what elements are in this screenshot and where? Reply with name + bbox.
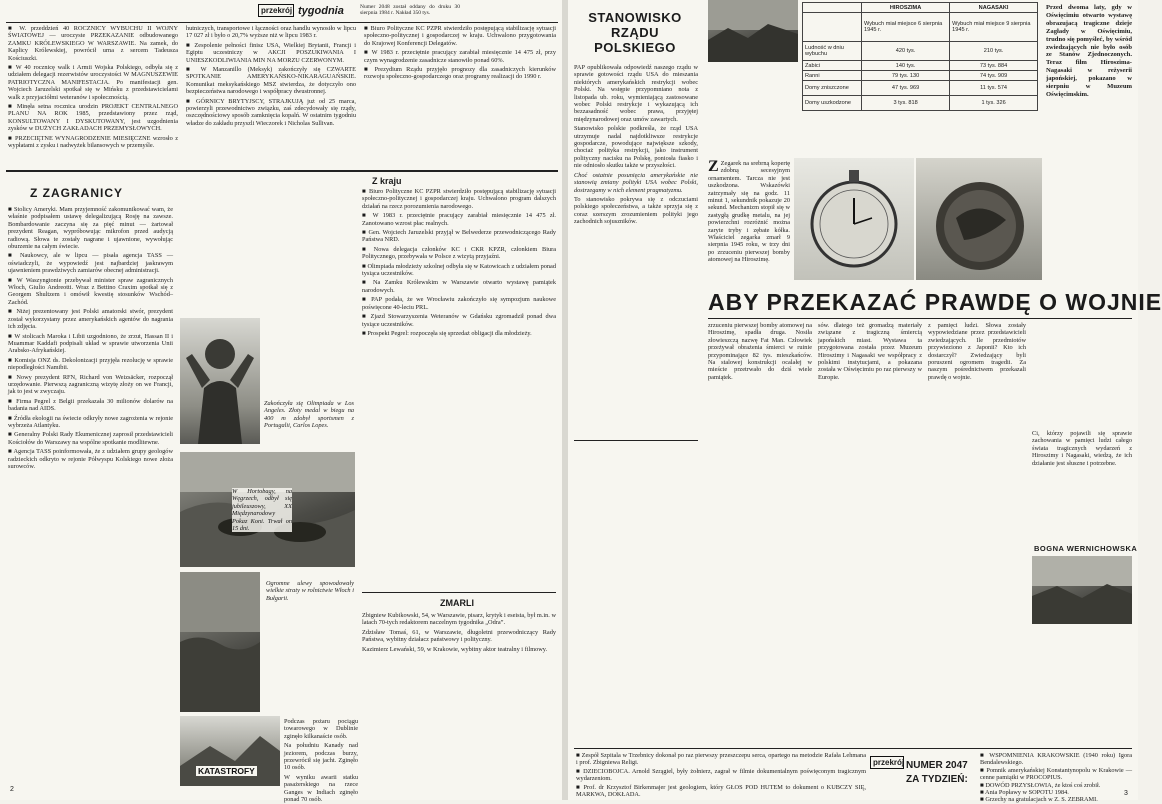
top-column-1: [8, 25, 178, 165]
bottom-left-notes: [576, 752, 866, 798]
masthead-section: tygodnia: [298, 5, 344, 17]
zmarli-rule: [362, 592, 556, 593]
table-subheader-cell: Wybuch miał miejsce 9 sierpnia 1945 r.: [950, 13, 1038, 42]
table-subheader-cell: Wybuch miał miejsce 6 sierpnia 1945 r.: [862, 13, 950, 42]
stanowisko-paragraph: Stanowisko polskie podkreśla, że rząd USA utrzymuje nadal najdotkliwsze restrykcje gospodarcze, powodujące największe szkody, chociaż polityka restrykcji, jako instrument polityczny nacisku na Polskę, poniosła fiasko i nie odniosło skutku także w przyszłości.: [574, 125, 698, 170]
bottom-note: ■ DOWÓD PRZYSŁOWIA, że ktoś coś zrobił.: [980, 781, 1101, 789]
stanowisko-paragraph: To stanowisko pokrywa się z odczuciami polskiego społeczeństwa, a także sprzyja się z coraz szerszym zrozumieniem polityki jego zachodnich sojuszników.: [574, 195, 698, 226]
casualty-table: [802, 2, 1038, 111]
catastrophe-item: Podczas pożaru pociągu towarowego w Dublinie zginęło kilkanaście osób.: [284, 718, 358, 740]
page-number-right: 3: [1124, 790, 1128, 797]
top-item: ■ W. przeddzień 40 ROCZNICY WYBUCHU II WOJNY ŚWIATOWEJ — uroczyste PRZEKAZANIE odbudowanego ZAMKU KRÓLEWSKIEGO W WARSZAWIE. Na zamek, do Kaplicy Królewskiej, powrócił urna z sercem Tadeusza Kościuszki.: [8, 25, 178, 62]
right-page: [568, 0, 1162, 804]
section-rule: [6, 170, 558, 172]
section-title-abroad: Z ZAGRANICY: [30, 186, 123, 200]
bottom-note: ■ Prof. dr Krzysztof Birkenmajer jest geologiem, który GŁOS POD HUTEM to dokument o KUBCZY SIĘ, MARKWA, DOKŁADA.: [576, 783, 866, 799]
headline-rule: [708, 318, 1132, 319]
stanowisko-paragraph: PAP opublikowała odpowiedź naszego rządu w sprawie gotowości rządu USA do mieszania niektórych amerykańskich restrykcji wobec Polski. Na wstępie przypomniano nota z listopada ub. roku, wymieniającą zastosowane wobec Polski restrykcje i wykazującą ich bezzasadność wobec prawa, przyjętej międzynarodowej oraz umów zawartych.: [574, 64, 698, 123]
next-issue-label: ZA TYDZIEŃ:: [906, 774, 968, 785]
athlete-photo: [180, 318, 260, 444]
article-author: BOGNA WERNICHOWSKA: [1034, 544, 1138, 553]
abroad-item: ■ Stolicy Ameryki. Mam przyjemność zakomunikować wam, że właśnie podpisałem ustawę delegalizującą Rosję na zawsze. Bombardowanie zaczyna się za pięć minut — żartował prezydent Reagan, wypróbowując mikrofon przed audycją radiową. Słowa te zostały nagrane i ujawnione, wywołując oburzenie na całym świecie.: [8, 206, 173, 251]
article-column-a: zrzuceniu pierwszej bomby atomowej na Hiroszimę, spadła druga. Nosiła złowieszczą nazwę Fat Man. Człowiek przeżywał obrażenia śmierci w ruinie przypominające 82 tys. mieszkańców. Na stalowej konstrukcji ocalałej w mieście przetrwało do dziś wiele pamiątek.: [708, 322, 812, 381]
country-item: ■ Zjazd Stowarzyszenia Weteranów w Gdańsku zgromadził ponad dwa tysiące uczestników.: [362, 313, 556, 328]
flood-photo: [180, 572, 260, 712]
stanowisko-column: [574, 64, 698, 434]
top-item: ■ GÓRNICY BRYTYJSCY, STRAJKUJĄ już od 25 marca, powierzyli przewodnictwo związku, zaś zdecydowały się rządy, oszczędnościowy sposób zamknięcia kopalń. W ostatnim tygodniu władze do zakładu przyszli Wieczorek i Nicholas Sullivan.: [186, 97, 356, 127]
catastrophe-item: W wyniku awarii statku pasażerskiego na rzece Ganges w Indiach zginęło ponad 70 osób.: [284, 773, 358, 804]
watch-photo-2: [916, 158, 1042, 280]
country-item: ■ W 1983 r. przeciętnie pracujący zarabiał miesięcznie 14 475 zł. Zanotowano wzrost płac realnych.: [362, 212, 556, 227]
country-item: ■ Prospekt Pegrel: rozpoczęła się sprzedaż obligacji dla młodzieży.: [362, 329, 532, 337]
table-row: Domy zniszczone 47 tys. 969 11 tys. 574: [803, 81, 1038, 96]
table-row: Ranni 79 tys. 130 74 tys. 909: [803, 71, 1038, 81]
bottom-note: ■ Zespół Szpitala w Trzebnicy dokonał po raz pierwszy przeszczepu serca, opartego na metodzie Rafała Lehmana i prof. Zbigniewa Religi.: [576, 752, 866, 767]
section-title-country: Z kraju: [372, 176, 402, 186]
country-item: ■ PAP podała, że we Wrocławiu zakończyło się sympozjum naukowe poświęcone 40-leciu PRL.: [362, 296, 556, 311]
country-item: ■ Biuro Polityczne KC PZPR stwierdziło postępującą stabilizację sytuacji społeczno-politycznej i gospodarczej kraju. Uchwalono program dalszych działań na rzecz porozumienia narodowego.: [362, 188, 556, 210]
flood-caption: Ogromne ulewy spowodowały wielkie straty w rolnictwie Włoch i Bułgarii.: [266, 580, 354, 602]
bottom-rule: [574, 748, 1132, 749]
side-note: Przed dwoma laty, gdy w Oświęcimiu otwarto wystawę obrazujacą tragiczne dzieje Zagłady w Oświęcimiu, trudno się pomyśleć, by wśród zwiedzających nie było osób ze Stanów Zjednoczonych. Teraz film Hiroszima-Nagasaki w reżyserii japońskiej, pokazano w sierpniu w Muzeum Oświęcimskim.: [1046, 4, 1132, 98]
abroad-column: [8, 206, 173, 776]
obituary-item: Zdzisław Tomaś, 61, w Warszawie, długoletni przewodniczący Rady Państwa, wybitny działacz państwowy i polityczny.: [362, 628, 556, 644]
column-divider: [574, 440, 698, 441]
bottom-note: ■ DZIECIOBOJCA. Arnold Szrągiel, były żołnierz, zagrał w filmie dokumentalnym poświęconym tragicznym wydarzeniom.: [576, 767, 866, 783]
abroad-item: ■ W Waszyngtonie przebywał minister spraw zagranicznych Włoch, Giulio Andreotti. Wraz z Bettino Craxim spotkał się z Georgem Shultzem i omówił kwestię stosunków Wschód–Zachód.: [8, 276, 173, 306]
bottom-note: ■ WSPOMNIENIA KRAKOWSKIE (1940 roku) Igora Bendalewskiego.: [980, 752, 1132, 767]
abroad-item: ■ Komisja ONZ ds. Dekolonizacji przyjęła rezolucję w sprawie niepodległości Namibii.: [8, 356, 173, 372]
top-item: ■ Zespolenie pełności finisz USA, Wielkiej Brytanii, Francji i Egiptu uczestniczy w AKCJI POSZUKIWANIA I UNIESZKODLIWIANIA MIN NA MORZU CZERWONYM.: [186, 41, 356, 64]
abroad-item: ■ Agencja TASS poinformowała, że z udziałem grupy geologów radzieckich odkryto w rejonie Półwyspu Kolskiego nowe złoża surowców.: [8, 448, 173, 470]
top-item: ■ W 40 rocznicę walk i Armii Wojska Polskiego, odbyła się z udziałem delegacji rezerwistów uroczystości W MAGNUSZEWIE PATRIOTYCZNA MANIFESTACJA. Po manifestacji gen. Wojciech Jaruzelski spotkał się w Mińsku z przedstawicielami walk z przyjaciółmi weteranów i społecznością.: [8, 64, 178, 101]
table-header-cell: [803, 3, 862, 13]
abroad-item: ■ Nowy prezydent RFN, Richard von Weizsäcker, rozpoczął urzędowanie. Pierwszą zagraniczną wizytę złoży on we Francji, jak to jest w zwyczaju.: [8, 373, 173, 396]
article-column-c: z pamięci ludzi. Słowa zostały wypowiedziane przez przedstawicieli zwiedzających. Ile przedmiotów przywieziono z Japonii? Kto ich dostarczył? Zwiedzający byli poruszeni ogromem tragedii. Za naszym pośrednictwem przekazali prawdę o wojnie.: [928, 322, 1026, 381]
masthead-rule: [6, 22, 558, 23]
issue-note: Numer 2048 został oddany do druku 30 sierpnia 1984 r. Nakład 350 tys.: [360, 4, 460, 16]
bottom-note: ■ Pomnik amerykańskiej Konstantynopolu w Krakowie — cenne pamiątki w PROCOPIUS.: [980, 766, 1132, 782]
country-item: ■ Gen. Wojciech Jaruzelski przyjął w Belwederze przewodniczącego Rady Państwa NRD.: [362, 229, 556, 244]
abroad-item: ■ Firma Pegrel z Belgii przekazała 30 milionów dolarów na badania nad AIDS.: [8, 397, 173, 413]
bottom-note: ■ Grzechy na gratulacjach w Z. S. ZEBRAMI.: [980, 796, 1098, 804]
country-item: ■ Na Zamku Królewskim w Warszawie otwarto wystawę pamiątek narodowych.: [362, 279, 556, 294]
next-issue-number: NUMER 2047: [906, 760, 968, 771]
top-column-2: [186, 25, 356, 165]
abroad-item: ■ Niżej prezentowany jest Polski amatorski stwór, prezydent został wykorzystany przez amerykańskich agentów do nagrania ich zdjęcia.: [8, 308, 173, 331]
table-header-cell: NAGASAKI: [950, 3, 1038, 13]
abroad-item: ■ W stolicach Maroka i Libii uzgodniono, że zrzut, Hassan II i Muammar Kaddafi podpisali układ w sprawie utworzenia Unii Arabsko-Afrykańskiej.: [8, 332, 173, 355]
bottom-right-notes: [980, 752, 1132, 804]
abroad-item: ■ Źródła ekologii na świecie odkryły nowe zagrożenia w rejonie wybrzeża Atlantyku.: [8, 414, 173, 429]
stanowisko-title: STANOWISKO RZĄDU POLSKIEGO: [588, 10, 682, 55]
catastrophes-column: [284, 718, 358, 804]
top-column-3: [364, 25, 556, 165]
watch-photo-1: [794, 158, 914, 280]
section-title-zmarli: ZMARLI: [440, 598, 474, 608]
country-item: ■ Nowa delegacja członków KC i CKR KPZR, członkiem Biura Politycznego, przebywała w Polsce z wizytą przyjaźni.: [362, 245, 556, 261]
section-title-catastrophes: KATASTROFY: [198, 766, 255, 776]
table-header-cell: HIROSZIMA: [862, 3, 950, 13]
table-row: Domy uszkodzone 3 tys. 818 1 tys. 326: [803, 96, 1038, 111]
obituary-item: Zbigniew Kubikowski, 54, w Warszawie, pisarz, krytyk i eseista, był m.in. w latach 70-tych redaktorem naczelnym tygodnika „Odra”.: [362, 612, 556, 627]
obituary-item: Kazimierz Lewański, 59, w Krakowie, wybitny aktor teatralny i filmowy.: [362, 645, 548, 653]
ruins-photo: [708, 0, 798, 62]
article-column-b: sów. dlatego też gromadzą materiały związane z tragiczną śmiercią japońskich miast. Wystawa ta przygotowana została przez Muzeum Hiroszimy i Nagasaki we współpracy z polskimi instytucjami, a pokazana została w Oświęcimiu po raz pierwszy w Europie.: [818, 322, 922, 381]
article-lead: Z Zegarek na srebrną kopertę zdobną secesyjnym ornamentem. Tarcza nie jest uszkodzona. Wskazówki zatrzymały się na godz. 11 minut 1, sekundnik pokazuje 20 sekund. Mechanizm stopił się w zastygłą grudkę metalu, na jej powierzchni rozróżnić można zaryte tryby i zębate kółka. Właściciel zegarka zmarł 9 sierpnia 1945 roku, w trzy dni po zrzuceniu pierwszej bomby atomowej na Hiroszimę.: [708, 158, 790, 264]
horse-show-caption: W Hortobagy, na Węgrzech, odbył się jubileuszowy, XX Międzynarodowy Pokaz Koni. Trwał on 15 dni.: [232, 488, 292, 533]
abroad-item: ■ Naukowcy, ale w lipcu — pisała agencja TASS — oświadczyli, że wypowiedź jest najbardziej jaskrawym ujawnieniem prawdziwych zamiarów obecnej administracji.: [8, 252, 173, 275]
article-headline: ABY PRZEKAZAĆ PRAWDĘ O WOJNIE: [708, 289, 1162, 315]
catastrophe-item: Na południu Kanady nad jeziorem, podczas burzy, przewrócił się jacht. Zginęło 10 osób.: [284, 742, 358, 772]
table-subheader-cell: [803, 13, 862, 42]
table-row: Ludność w dniu wybuchu 420 tys. 210 tys.: [803, 42, 1038, 61]
stanowisko-paragraph: Choć ostatnie posunięcia amerykańskie nie stanowią zmiany polityki USA wobec Polski, dostrzegamy w nich element pragmatyzmu.: [574, 171, 698, 194]
zmarli-column: [362, 612, 556, 782]
masthead-logo: przekrój: [258, 4, 294, 17]
bottom-note: ■ Ania Popławy w SOPOTU 1984.: [980, 789, 1069, 797]
article-column-d: Ci, którzy pojawili się sprawie zachowania w pamięci ludzi całego świata tragicznych wydarzeń z Hiroszimy i Nagasaki, wiedzą, że ich działanie jest słuszne i potrzebne.: [1032, 430, 1132, 467]
country-item: ■ Olimpiada młodzieży szkolnej odbyła się w Katowicach z udziałem ponad tysiąca uczestników.: [362, 262, 556, 278]
page-number-left: 2: [10, 786, 14, 793]
table-row: Zabici 140 tys. 73 tys. 884: [803, 61, 1038, 71]
athlete-caption: Zakończyła się Olimpiada w Los Angeles. Złoty medal w biegu na 400 m zdobył sportsmen z Portugalii, Carlos Lopes.: [264, 400, 354, 430]
top-item: ■ Biuro Polityczne KC PZPR stwierdziło postępującą stabilizację sytuacji społeczno-politycznej i gospodarczej w kraju. Uchwalono przygotowania do Krajowej Konferencji Delegatów.: [364, 25, 556, 47]
top-item: ■ PRZECIĘTNE WYNAGRODZENIE MIESIĘCZNE wzrosło z wypłatami z zysku i nadwyżek bilansowych w przemyśle.: [8, 134, 178, 150]
abroad-item: ■ Generalny Polski Rady Ekumenicznej zaprosił przedstawicieli Kościołów do Warszawy na wspólne spotkanie modlitewne.: [8, 431, 173, 446]
top-item: ■ Prezydium Rządu przyjęło prognozy dla zasadniczych kierunków rozwoju społeczno-gospodarczego oraz programy realizacji do 1990 r.: [364, 66, 556, 81]
drop-cap: Z: [708, 158, 719, 175]
country-column: [362, 188, 556, 588]
exhibition-photo: [1032, 556, 1132, 624]
top-item: hutniczych, transportowe i łączności oraz handlu wynosiło w lipcu 17 027 zł i było o 20,7% wyższe niż w lipcu 1983 r.: [186, 25, 356, 40]
footer-logo: przekrój: [870, 756, 904, 769]
left-page: [0, 0, 562, 804]
top-item: ■ W Manzanillo (Meksyk) zakończyły się CZWARTE SPOTKANIE AMERYKAŃSKO-NIKARAGUAŃSKIE. Komunikat meksykańskiego MSZ stwierdza, że dotyczyło ono bezpieczeństwa narodowego i współpracy dwustronnej.: [186, 66, 356, 96]
top-item: ■ Minęła setna rocznica urodzin PROJEKT CENTRALNEGO PLANU NA ROK 1985, przedstawiony przez rząd, KONSULTOWANY I DYSKUTOWANY, jest uzgodnienia zysków w DUŻYCH ZAKŁADACH PRZEMYSŁOWYCH.: [8, 103, 178, 133]
top-item: ■ W 1983 r. przeciętnie pracujący zarabiał miesięcznie 14 475 zł, przy czym wynagrodzenie zasadnicze stanowiło ponad 60%.: [364, 49, 556, 64]
